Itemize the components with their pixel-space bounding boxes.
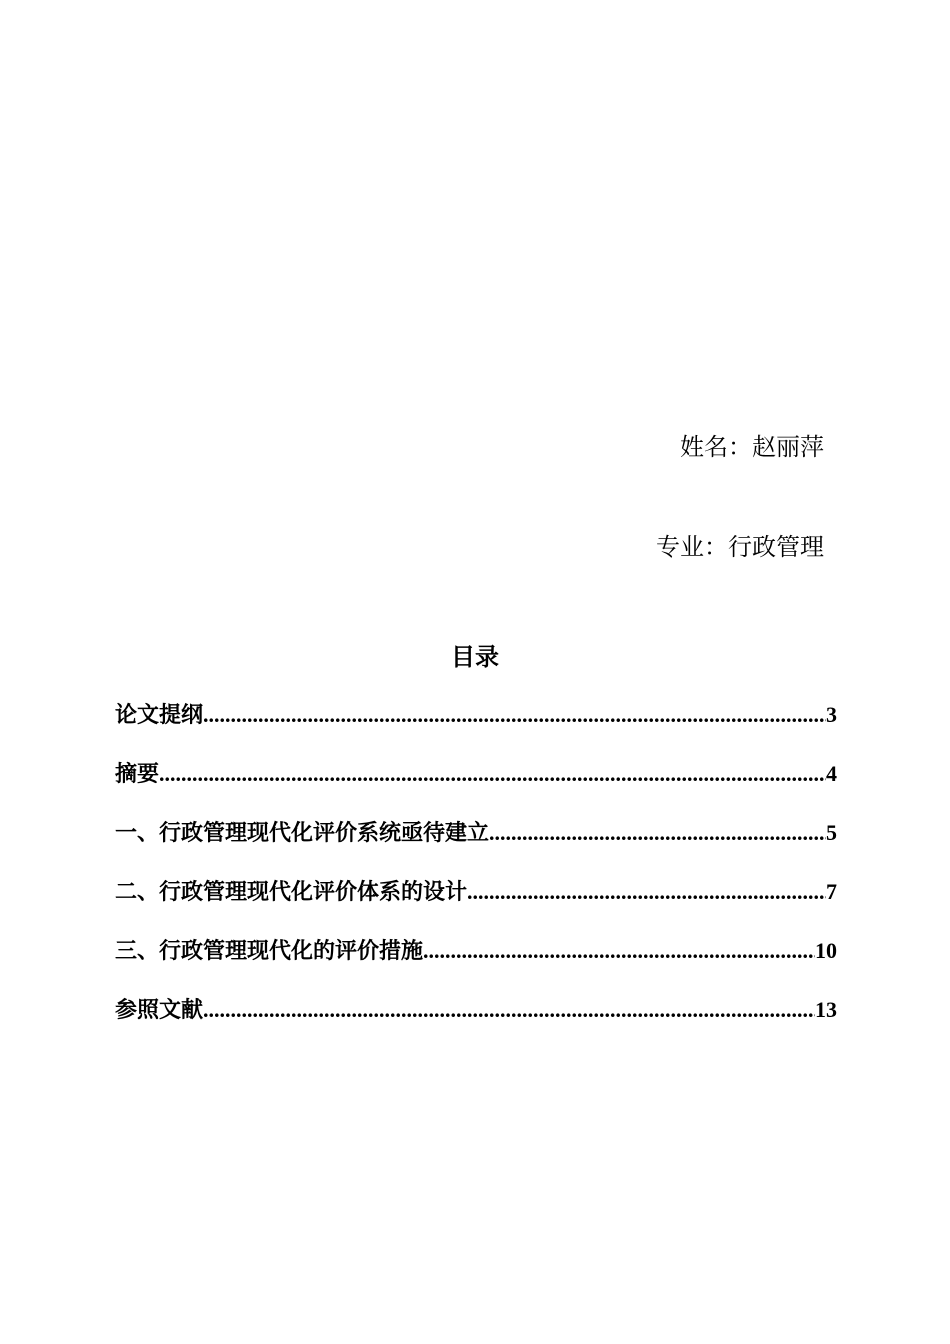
toc-entry-label: 三、行政管理现代化的评价措施 — [115, 938, 424, 964]
toc-entry-references[interactable] — [115, 995, 837, 1054]
toc-entry-abstract[interactable] — [115, 759, 837, 818]
toc-dot-leader — [159, 759, 826, 789]
toc-entry-label: 一、行政管理现代化评价系统亟待建立 — [115, 820, 490, 846]
author-major: 专业：行政管理 — [656, 533, 824, 561]
toc-title: 目录 — [451, 642, 499, 671]
toc-dot-leader — [467, 877, 826, 907]
toc-entry-label: 二、行政管理现代化评价体系的设计 — [115, 879, 468, 905]
toc-dot-leader — [203, 995, 815, 1025]
toc-entry-page: 5 — [826, 820, 837, 845]
author-name: 姓名：赵丽萍 — [680, 433, 824, 461]
toc-entry-section-1[interactable] — [115, 818, 837, 877]
toc-entry-page: 13 — [815, 997, 837, 1022]
toc-entry-page: 10 — [815, 938, 837, 963]
toc-entry-outline[interactable] — [115, 700, 837, 759]
toc-dot-leader — [203, 700, 826, 730]
table-of-contents — [115, 700, 837, 1054]
toc-entry-page: 7 — [826, 879, 837, 904]
toc-entry-label: 论文提纲 — [115, 702, 204, 728]
toc-entry-label: 摘要 — [115, 761, 160, 787]
toc-entry-section-3[interactable] — [115, 936, 837, 995]
toc-dot-leader — [423, 936, 815, 966]
toc-entry-section-2[interactable] — [115, 877, 837, 936]
toc-dot-leader — [489, 818, 826, 848]
toc-entry-page: 4 — [826, 761, 837, 786]
toc-entry-page: 3 — [826, 702, 837, 727]
toc-entry-label: 参照文献 — [115, 997, 204, 1023]
